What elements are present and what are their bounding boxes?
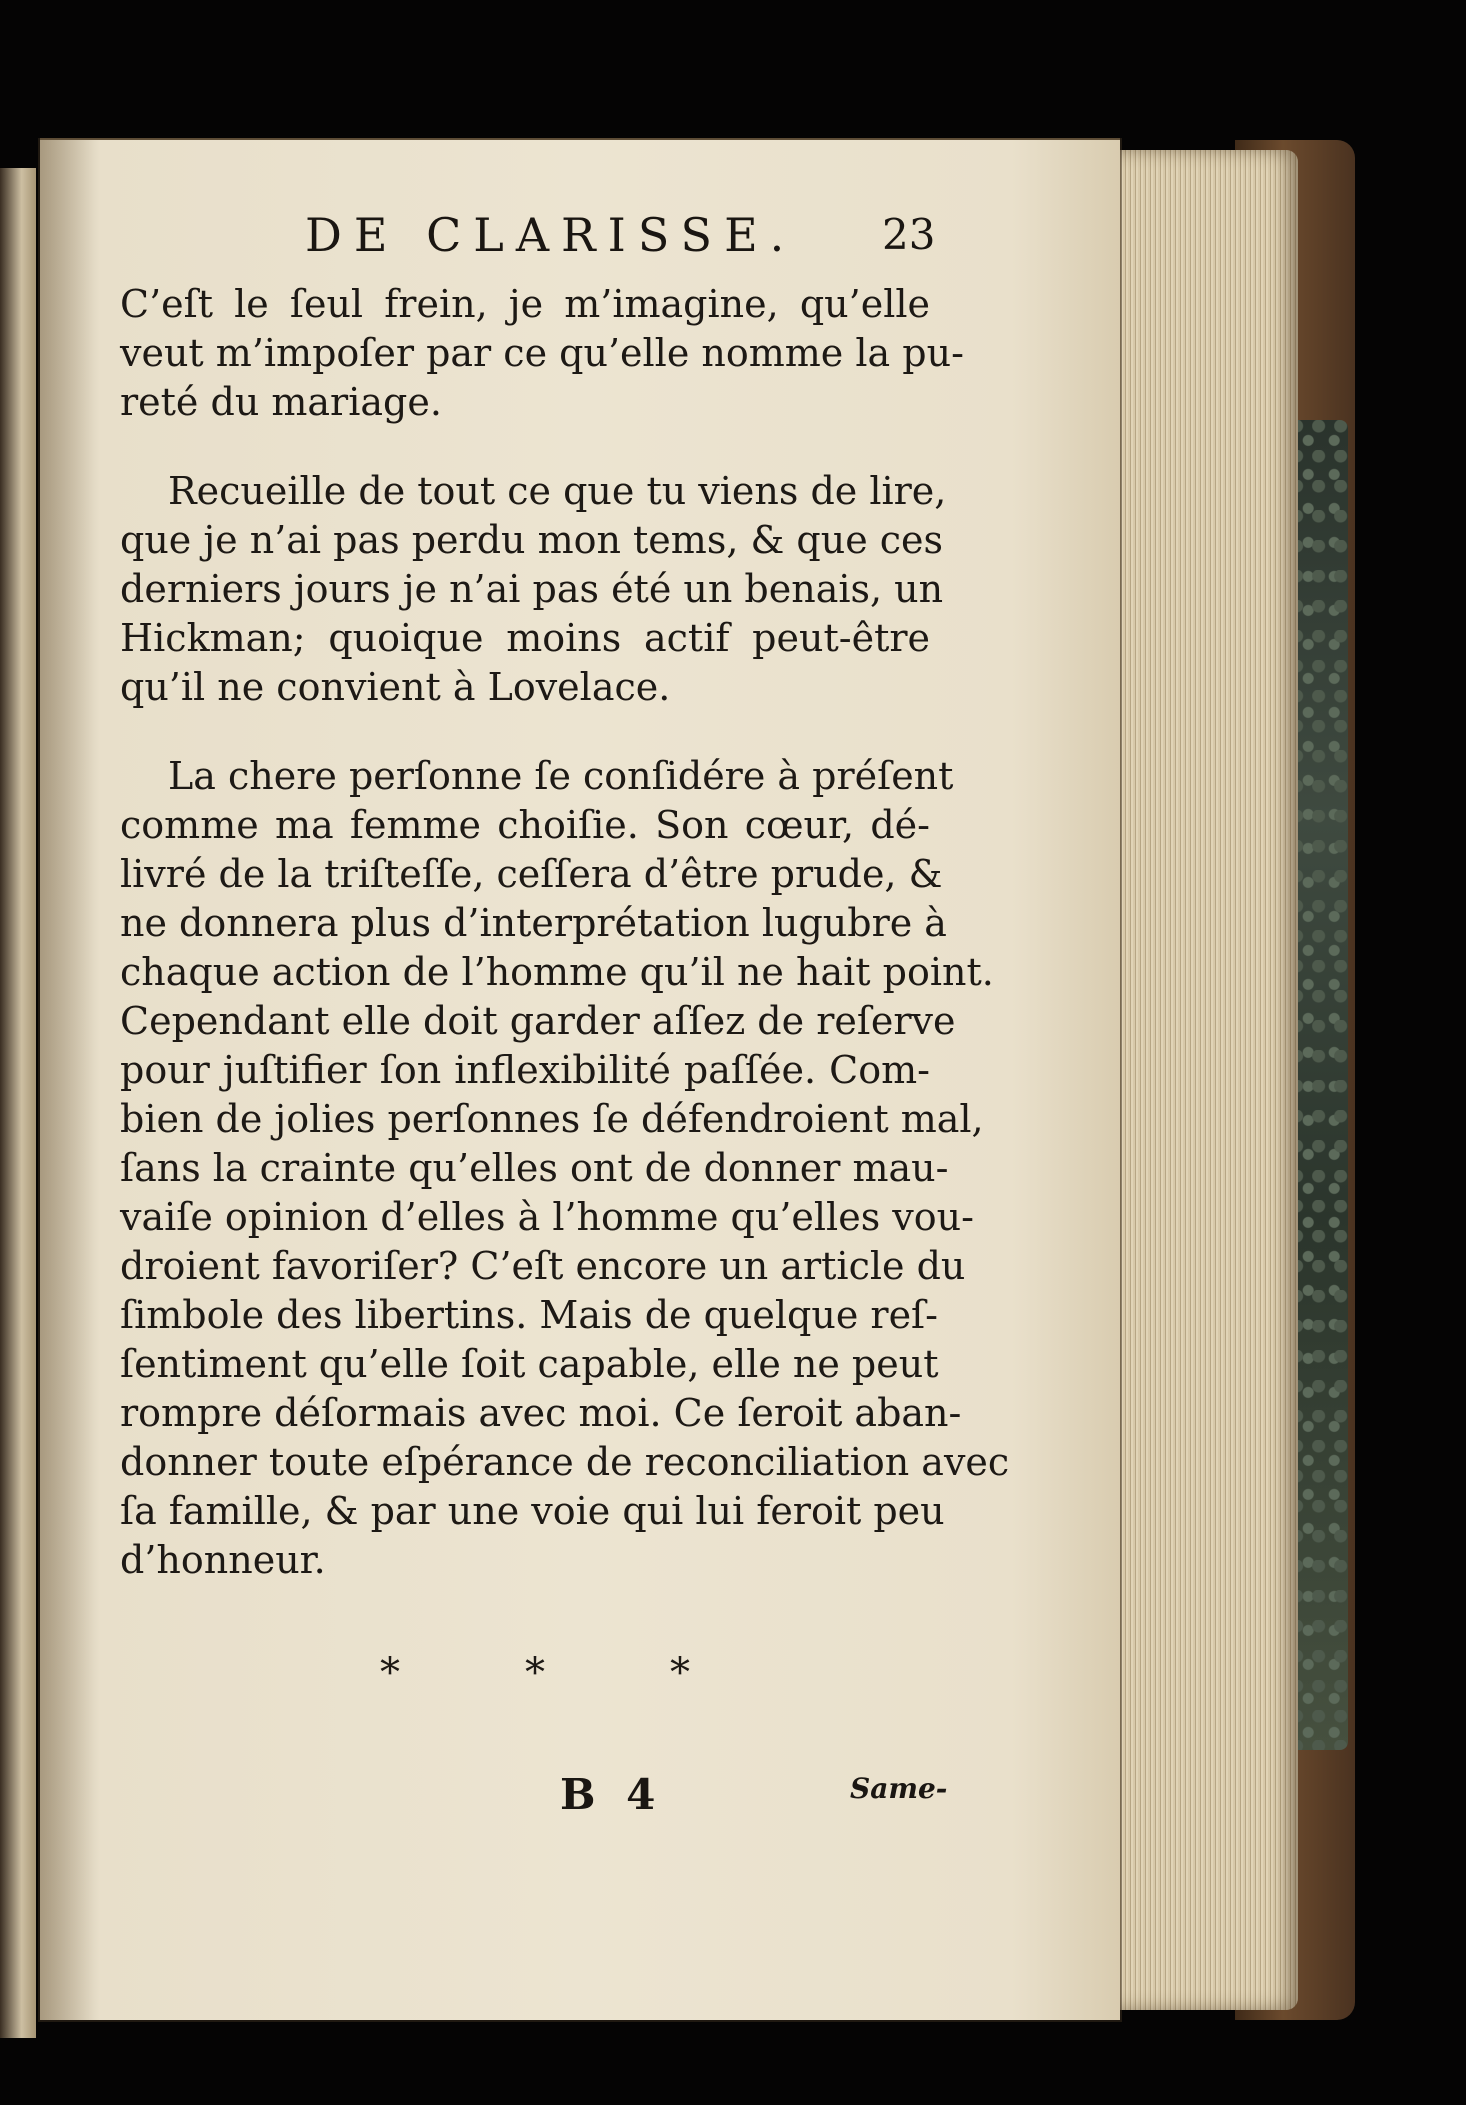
text-line: livré de la triſteſſe, ceſſera d’être prude, & [120,852,943,896]
asterisk: * [525,1650,545,1696]
text-line: derniers jours je n’ai pas été un benais, un [120,567,944,611]
text-line: pour juſtifier ſon inflexibilité paſſée. Com- [120,1048,930,1092]
text-line: Hickman; quoique moins actif peut-être [120,616,930,660]
paragraph [120,280,964,427]
text-line: droient favoriſer? C’eſt encore un article du [120,1244,966,1288]
text-line: ſimbole des libertins. Mais de quelque reſ- [120,1293,938,1337]
text-line: rompre déſormais avec moi. Ce ſeroit aban- [120,1391,962,1435]
text-line: veut m’impoſer par ce qu’elle nomme la pu- [120,331,964,375]
catchword: Same- [850,1772,948,1805]
text-line: donner toute eſpérance de reconciliation avec [120,1440,1010,1484]
text-line: chaque action de l’homme qu’il ne hait point. [120,950,994,994]
running-head [120,208,936,262]
marbled-board [1290,420,1348,1750]
text-line: Cependant elle doit garder aſſez de reſerve [120,999,956,1043]
gutter-shadow [40,140,100,2020]
text-line: vaiſe opinion d’elles à l’homme qu’elles vou- [120,1195,974,1239]
asterisk: * [670,1650,690,1696]
section-break-asterisks [380,1650,690,1696]
text-line: d’honneur. [120,1538,326,1582]
text-line: ne donnera plus d’interprétation lugubre à [120,901,947,945]
text-line: Recueille de tout ce que tu viens de lire, [168,469,947,513]
text-line: ſans la crainte qu’elles ont de donner mau- [120,1146,949,1190]
text-line: ſa famille, & par une voie qui lui feroit peu [120,1489,945,1533]
signature-mark: B 4 [560,1770,664,1819]
paragraph [120,467,947,712]
text-line: qu’il ne convient à Lovelace. [120,665,671,709]
page-number: 23 [882,210,936,259]
body-text [120,280,1010,1585]
text-line: reté du mariage. [120,380,442,424]
text-line: que je n’ai pas perdu mon tems, & que ces [120,518,944,562]
running-title: DE CLARISSE. [305,208,797,262]
asterisk: * [380,1650,400,1696]
page-fore-edge [1098,150,1298,2010]
text-line: C’eſt le ſeul frein, je m’imagine, qu’elle [120,282,930,326]
text-line: ſentiment qu’elle ſoit capable, elle ne peut [120,1342,939,1386]
left-page-edge [0,168,36,2038]
text-line: comme ma femme choiſie. Son cœur, dé- [120,803,930,847]
paragraph [120,752,1010,1585]
text-line: La chere perſonne ſe conſidére à préſent [168,754,954,798]
text-line: bien de jolies perſonnes ſe défendroient mal, [120,1097,984,1141]
